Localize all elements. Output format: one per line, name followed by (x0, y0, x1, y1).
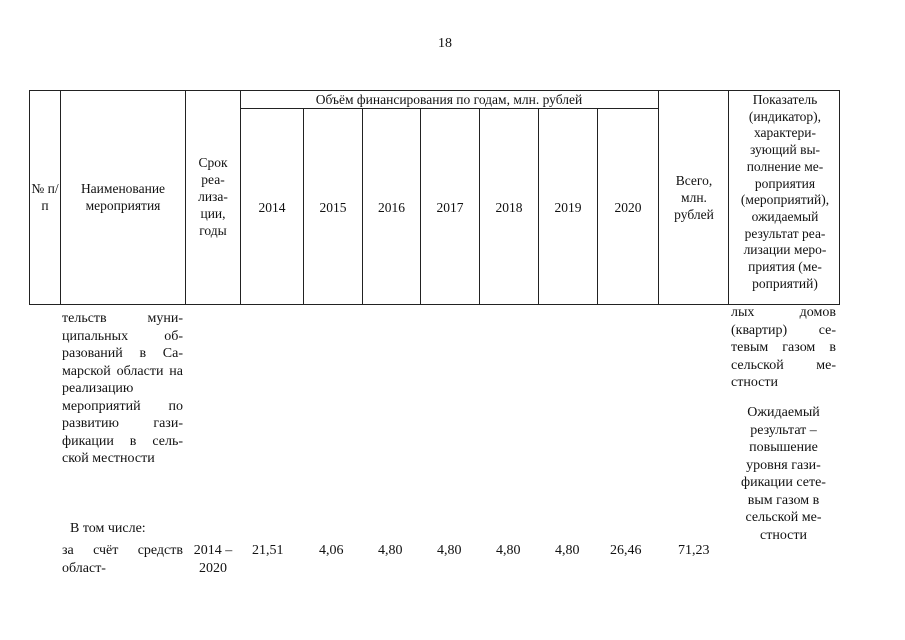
row-value: 4,80 (496, 543, 521, 558)
header-indicator: Показатель (индикатор), характери- зующий вы- полнение ме- роприятия (мероприятий), ожидаемый результат реа- лизации меро- приятия (ме- роприятий) (740, 92, 830, 291)
continuation-indicator-result: Ожидаемый результат – повышение уровня гази- фикации сете- вым газом в сельской ме- стности (741, 405, 826, 543)
row-value: 21,51 (252, 543, 284, 558)
header-total: Всего, млн. рублей (674, 173, 714, 222)
column-divider (185, 90, 186, 305)
page-number: 18 (438, 36, 452, 51)
continuation-name-text: тельств муни- ципальных об- разований в Са- марской области на реализацию мероприятий по развитию гази- фикации в сель- ской местности (62, 311, 183, 466)
row-value: 4,06 (319, 543, 344, 558)
row-name: за счёт средств област- (62, 543, 183, 576)
header-year: 2014 (258, 200, 286, 215)
row-value: 4,80 (437, 543, 462, 558)
row-value: 26,46 (610, 543, 642, 558)
header-name: Наименование мероприятия (80, 181, 166, 213)
header-period: Срок реа- лиза- ции, годы (198, 155, 228, 238)
row-value: 4,80 (378, 543, 403, 558)
header-year: 2016 (378, 200, 405, 215)
continuation-indicator-text: лых домов (квартир) се- тевым газом в сельской ме- стности (731, 305, 836, 390)
header-year: 2019 (554, 200, 582, 215)
row-total: 71,23 (678, 543, 710, 558)
header-number: № п/п (31, 181, 59, 213)
column-divider (658, 90, 659, 305)
header-year: 2015 (319, 200, 347, 215)
header-year: 2020 (614, 200, 642, 215)
column-divider (728, 90, 729, 305)
funding-group-divider (240, 108, 658, 109)
column-divider (240, 90, 241, 305)
header-year: 2018 (495, 200, 523, 215)
header-funding-group: Объём финансирования по годам, млн. рублей (315, 92, 583, 107)
including-label: В том числе: (70, 521, 146, 536)
row-value: 4,80 (555, 543, 580, 558)
column-divider (60, 90, 61, 305)
header-year: 2017 (436, 200, 464, 215)
row-period: 2014 – 2020 (193, 543, 233, 576)
